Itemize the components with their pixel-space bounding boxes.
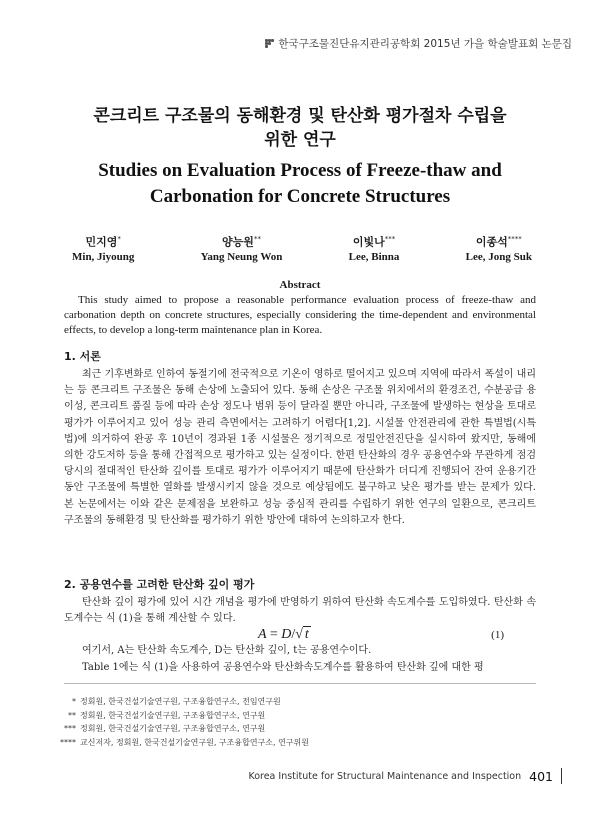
title-korean-line1: 콘크리트 구조물의 동해환경 및 탄산화 평가절차 수립을 xyxy=(93,106,507,126)
author-1 xyxy=(72,232,134,264)
title-korean-line2: 위한 연구 xyxy=(264,130,336,150)
footnote xyxy=(56,722,536,736)
abstract-heading: Abstract xyxy=(279,279,321,291)
title-english-line2: Carbonation for Concrete Structures xyxy=(149,186,451,207)
footnotes xyxy=(56,695,536,749)
footnote-text: 정회원, 한국건설기술연구원, 구조융합연구소, 전임연구원 xyxy=(80,697,281,706)
eq-equals: = xyxy=(269,627,278,642)
footnote-text: 정회원, 한국건설기술연구원, 구조융합연구소, 연구원 xyxy=(80,710,266,720)
author-mark: ** xyxy=(253,235,261,243)
author-mark: * xyxy=(117,235,121,243)
eq-slash: / xyxy=(291,627,296,642)
footnote-mark: *** xyxy=(64,724,76,733)
author-mark: **** xyxy=(507,235,522,243)
page-number: 401 xyxy=(529,768,553,784)
sqrt-icon: √ xyxy=(295,627,303,642)
footnote-mark: **** xyxy=(60,737,76,747)
page-footer xyxy=(248,768,562,784)
author-name-en: Lee, Binna xyxy=(348,250,400,263)
equation-formula xyxy=(258,627,311,643)
section-1-body: 최근 기후변화로 인하여 동절기에 전국적으로 기온이 영하로 떨어지고 있으며 지역에 따라서 폭설이 내리는 등 콘크리트 구조물은 동해 손상에 노출되어 있다. 동해 손상은 구조물 위치에서의 환경조건, 수분공급 용이성, 콘크리트 품질 등에 따라 손상 정도나 범위 등이 달라질 뿐만 아니라, 구조물에 발생하는 현상을 토대로 평가가 이루어지고 있어 성능 관리 측면에서는 고려하기 어렵다[1,2]. 시설물 안전관리에 관한 특별법(시특법)에 의거하여 완공 후 10년이 경과된 1종 시설물은 정기적으로 정밀안전진단을 실시하여 왔지만, 동해에 의한 강도저하 등을 통해 간접적으로 평가하고 있는 실정이다. 한편 탄산화의 경우 공용연수와 무관하게 점검 당시의 절대적인 탄산화 깊이를 토대로 평가가 이루어지기 때문에 탄산화가 더디게 진행되어 잔여 운용기간동안 구조물에 특별한 열화를 발생시키지 않을 것으로 예상됨에도 불구하고 낮은 평가를 받는 문제가 있다. 본 논문에서는 이와 같은 문제점을 보완하고 성능 중심적 관리를 수립하기 위한 연구의 일환으로, 콘크리트 구조물의 동해환경 및 탄산화를 평가하기 위한 방안에 대하여 논의하고자 한다. xyxy=(64,369,536,526)
section-2-table-note: Table 1에는 식 (1)을 사용하여 공용연수와 탄산화속도계수를 활용하여 탄산화 깊에 대한 평 xyxy=(82,662,484,673)
abstract-text: This study aimed to propose a reasonable performance evaluation process of freeze-thaw and carbonation depth on concrete structures, especially considering the time-dependent and environmental effects, to develop a long-term maintenance plan in Korea. xyxy=(64,294,536,336)
footnote-mark: ** xyxy=(68,710,76,720)
title-english xyxy=(0,158,600,210)
eq-radicand: t xyxy=(304,627,309,642)
author-name-kr: 이종석 xyxy=(475,235,508,249)
journal-logo-icon xyxy=(265,39,274,48)
footnote xyxy=(56,695,536,709)
section-2-where: 여기서, A는 탄산화 속도계수, D는 탄산화 깊이, t는 공용연수이다. xyxy=(82,645,372,656)
author-3 xyxy=(349,232,400,264)
footer-divider xyxy=(561,768,562,784)
author-name-kr: 양능원 xyxy=(222,235,254,249)
footnote-mark: * xyxy=(72,697,76,706)
eq-numerator: D xyxy=(281,627,292,642)
footnote-text: 교신저자, 정회원, 한국건설기술연구원, 구조융합연구소, 연구위원 xyxy=(80,737,309,747)
author-mark: *** xyxy=(384,235,396,243)
footnote xyxy=(56,709,536,723)
section-1-heading: 1. 서론 xyxy=(64,350,101,363)
footnote-divider xyxy=(64,683,536,684)
author-name-en: Yang Neung Won xyxy=(200,250,283,263)
author-name-en: Min, Jiyoung xyxy=(72,250,135,263)
author-4 xyxy=(466,232,532,264)
title-korean xyxy=(0,104,600,152)
footnote-text: 정회원, 한국건설기술연구원, 구조융합연구소, 연구원 xyxy=(80,724,266,733)
journal-header xyxy=(265,36,572,51)
equation-number: (1) xyxy=(491,629,504,641)
section-2-heading: 2. 공용연수를 고려한 탄산화 깊이 평가 xyxy=(64,578,255,591)
title-english-line1: Studies on Evaluation Process of Freeze-thaw and xyxy=(98,160,502,181)
author-list xyxy=(72,232,532,264)
author-name-en: Lee, Jong Suk xyxy=(465,250,532,263)
footer-institute: Korea Institute for Structural Maintenance and Inspection xyxy=(248,770,522,782)
eq-lhs: A xyxy=(258,627,267,642)
section-2-body: 탄산화 깊이 평가에 있어 시간 개념을 평가에 반영하기 위하여 탄산화 속도계수를 도입하였다. 탄산화 속도계수는 식 (1)을 통해 계산할 수 있다. xyxy=(64,597,536,625)
journal-name: 한국구조물진단유지관리공학회 2015년 가을 학술발표회 논문집 xyxy=(278,38,572,50)
footnote xyxy=(56,736,536,750)
author-name-kr: 이빛나 xyxy=(352,235,385,249)
author-name-kr: 민지영 xyxy=(85,235,118,249)
author-2 xyxy=(201,232,283,264)
